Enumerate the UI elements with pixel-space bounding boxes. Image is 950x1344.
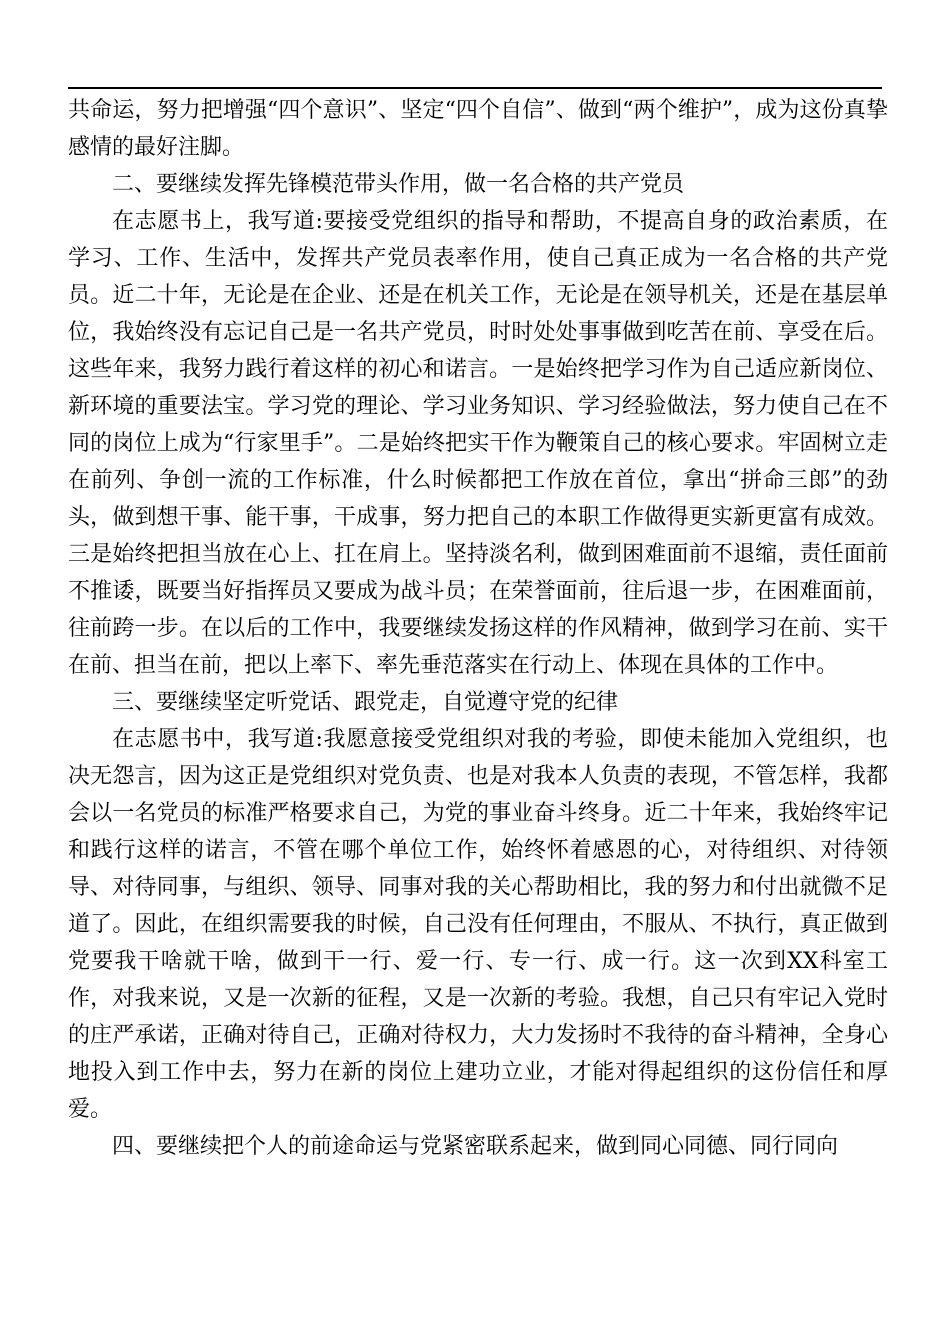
document-body <box>68 92 888 1165</box>
section-heading-2: 二、要继续发挥先锋模范带头作用，做一名合格的共产党员 <box>112 172 685 197</box>
body-paragraph-3: 在志愿书中，我写道:我愿意接受党组织对我的考验，即使未能加入党组织，也决无怨言，因为这正是党组织对党负责、也是对我本人负责的表现，不管怎样，我都会以一名党员的标准严格要求自己，为党的事业奋斗终身。近二十年来，我始终牢记和践行这样的诺言，不管在哪个单位工作，始终怀着感恩的心，对待组织、对待领导、对待同事，与组织、领导、同事对我的关心帮助相比，我的努力和付出就微不足道了。因此，在组织需要我的时候，自己没有任何理由，不服从、不执行，真正做到党要我干啥就干啥，做到干一行、爱一行、专一行、成一行。这一次到XX科室工作，对我来说，又是一次新的征程，又是一次新的考验。我想，自己只有牢记入党时的庄严承诺，正确对待自己，正确对待权力，大力发扬时不我待的奋斗精神，全身心地投入到工作中去，努力在新的岗位上建功立业，才能对得起组织的这份信任和厚爱。 <box>68 727 888 1122</box>
body-paragraph-2: 在志愿书上，我写道:要接受党组织的指导和帮助，不提高自身的政治素质，在学习、工作、生活中，发挥共产党员表率作用，使自己真正成为一名合格的共产党员。近二十年，无论是在企业、还是在机关工作，无论是在领导机关，还是在基层单位，我始终没有忘记自己是一名共产党员，时时处处事事做到吃苦在前、享受在后。这些年来，我努力践行着这样的初心和诺言。一是始终把学习作为自己适应新岗位、新环境的重要法宝。学习党的理论、学习业务知识、学习经验做法，努力使自己在不同的岗位上成为“行家里手”。二是始终把实干作为鞭策自己的核心要求。牢固树立走在前列、争创一流的工作标准，什么时候都把工作放在首位，拿出“拼命三郎”的劲头，做到想干事、能干事，干成事，努力把自己的本职工作做得更实新更富有成效。三是始终把担当放在心上、扛在肩上。坚持淡名利，做到困难面前不退缩，责任面前不推诿，既要当好指挥员又要成为战斗员；在荣誉面前，往后退一步，在困难面前，往前跨一步。在以后的工作中，我要继续发扬这样的作风精神，做到学习在前、实干在前、担当在前，把以上率下、率先垂范落实在行动上、体现在具体的工作中。 <box>68 209 888 678</box>
section-heading-4: 四、要继续把个人的前途命运与党紧密联系起来，做到同心同德、同行同向 <box>112 1134 839 1159</box>
continuation-paragraph: 共命运，努力把增强“四个意识”、坚定“四个自信”、做到“两个维护”，成为这份真挚感情的最好注脚。 <box>68 98 888 160</box>
section-heading-3: 三、要继续坚定听党话、跟党走，自觉遵守党的纪律 <box>112 690 619 715</box>
header-rule <box>68 87 882 89</box>
